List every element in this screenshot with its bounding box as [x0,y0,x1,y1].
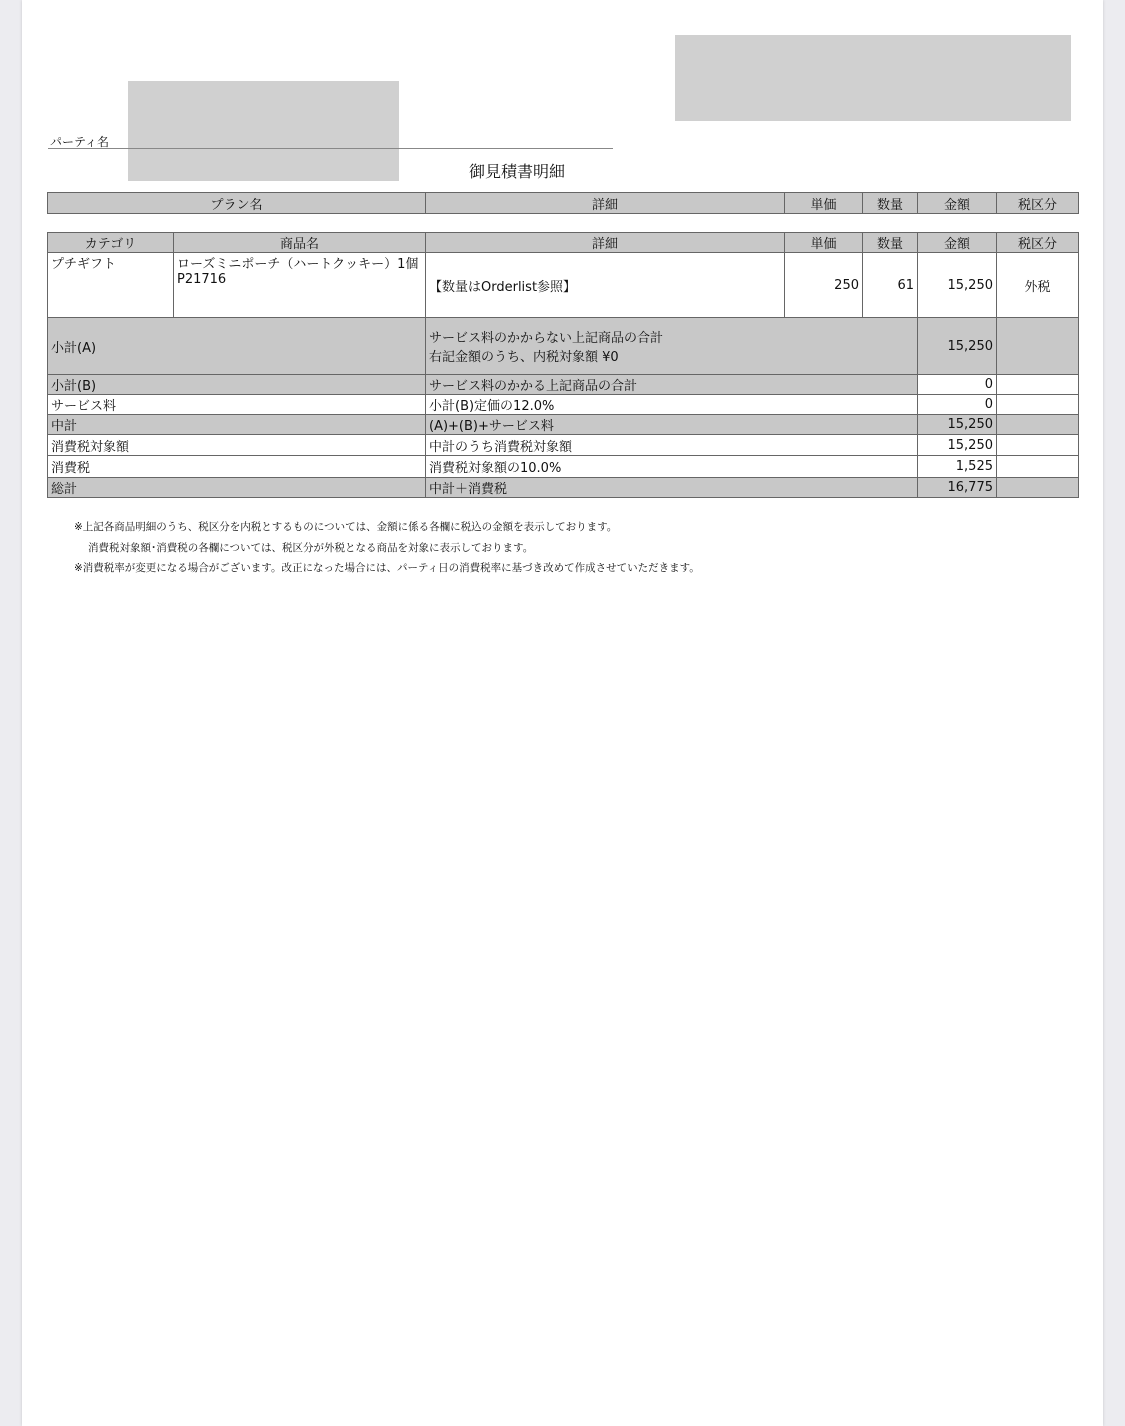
subtotal-b-row [48,375,1079,395]
consumption-tax-tax-type [997,456,1079,478]
col-quantity: 数量 [863,233,918,253]
service-fee-tax-type [997,395,1079,415]
footnotes [74,517,700,579]
middle-total-detail: (A)+(B)+サービス料 [426,415,918,435]
consumption-tax-label: 消費税 [48,456,426,478]
subtotal-a-tax-type [997,318,1079,375]
item-table [47,232,1079,498]
col-quantity: 数量 [863,193,918,214]
subtotal-b-label: 小計(B) [48,375,426,395]
grand-total-label: 総計 [48,478,426,498]
footnote-1: ※上記各商品明細のうち、税区分を内税とするものについては、金額に係る各欄に税込の金額を表示しております。 [74,521,618,533]
subtotal-b-tax-type [997,375,1079,395]
subtotal-a-detail-line1: サービス料のかからない上記商品の合計 [429,331,664,346]
col-unit-price: 単価 [785,193,863,214]
taxable-amount-detail: 中計のうち消費税対象額 [426,435,918,456]
item-detail: 【数量はOrderlist参照】 [426,253,785,318]
service-fee-detail: 小計(B)定価の12.0% [426,395,918,415]
consumption-tax-amount: 1,525 [918,456,997,478]
middle-total-label: 中計 [48,415,426,435]
party-name-label: パーティ名 [50,135,110,149]
col-tax-type: 税区分 [997,193,1079,214]
taxable-amount-label: 消費税対象額 [48,435,426,456]
middle-total-tax-type [997,415,1079,435]
taxable-amount-tax-type [997,435,1079,456]
subtotal-a-detail-line2: 右記金額のうち、内税対象額 ¥0 [429,350,619,365]
middle-total-row [48,415,1079,435]
item-tax-type: 外税 [997,253,1079,318]
col-unit-price: 単価 [785,233,863,253]
subtotal-a-row [48,318,1079,375]
item-table-header [48,233,1079,253]
product-code: P21716 [177,272,227,287]
service-fee-label: サービス料 [48,395,426,415]
col-category: カテゴリ [48,233,174,253]
item-unit-price: 250 [785,253,863,318]
subtotal-b-detail: サービス料のかかる上記商品の合計 [426,375,918,395]
footnote-2: ※消費税率が変更になる場合がございます。改正になった場合には、パーティ日の消費税率に基づき改めて作成させていただきます。 [74,562,700,574]
col-detail: 詳細 [426,233,785,253]
item-quantity: 61 [863,253,918,318]
service-fee-amount: 0 [918,395,997,415]
party-name-underline [48,148,613,149]
col-detail: 詳細 [426,193,785,214]
subtotal-a-detail [426,318,918,375]
col-amount: 金額 [918,233,997,253]
plan-table [47,192,1079,214]
subtotal-b-amount: 0 [918,375,997,395]
col-amount: 金額 [918,193,997,214]
item-product-name [174,253,426,318]
document-title: 御見積書明細 [468,162,565,181]
item-amount: 15,250 [918,253,997,318]
taxable-amount-row [48,435,1079,456]
col-plan-name: プラン名 [48,193,426,214]
document-page [22,0,1103,1426]
table-row [48,253,1079,318]
footnote-1-continuation: 消費税対象額･消費税の各欄については、税区分が外税となる商品を対象に表示しております。 [88,541,534,554]
consumption-tax-row [48,456,1079,478]
grand-total-tax-type [997,478,1079,498]
redacted-party-name [128,81,399,181]
subtotal-a-label: 小計(A) [48,318,426,375]
item-category: プチギフト [48,253,174,318]
redacted-box-top-right [675,35,1071,121]
grand-total-row [48,478,1079,498]
col-tax-type: 税区分 [997,233,1079,253]
middle-total-amount: 15,250 [918,415,997,435]
subtotal-a-amount: 15,250 [918,318,997,375]
grand-total-amount: 16,775 [918,478,997,498]
consumption-tax-detail: 消費税対象額の10.0% [426,456,918,478]
service-fee-row [48,395,1079,415]
plan-table-header [48,193,1079,214]
taxable-amount-value: 15,250 [918,435,997,456]
grand-total-detail: 中計＋消費税 [426,478,918,498]
col-product-name: 商品名 [174,233,426,253]
product-name-line: ローズミニポーチ（ハートクッキー）1個 [177,257,419,272]
